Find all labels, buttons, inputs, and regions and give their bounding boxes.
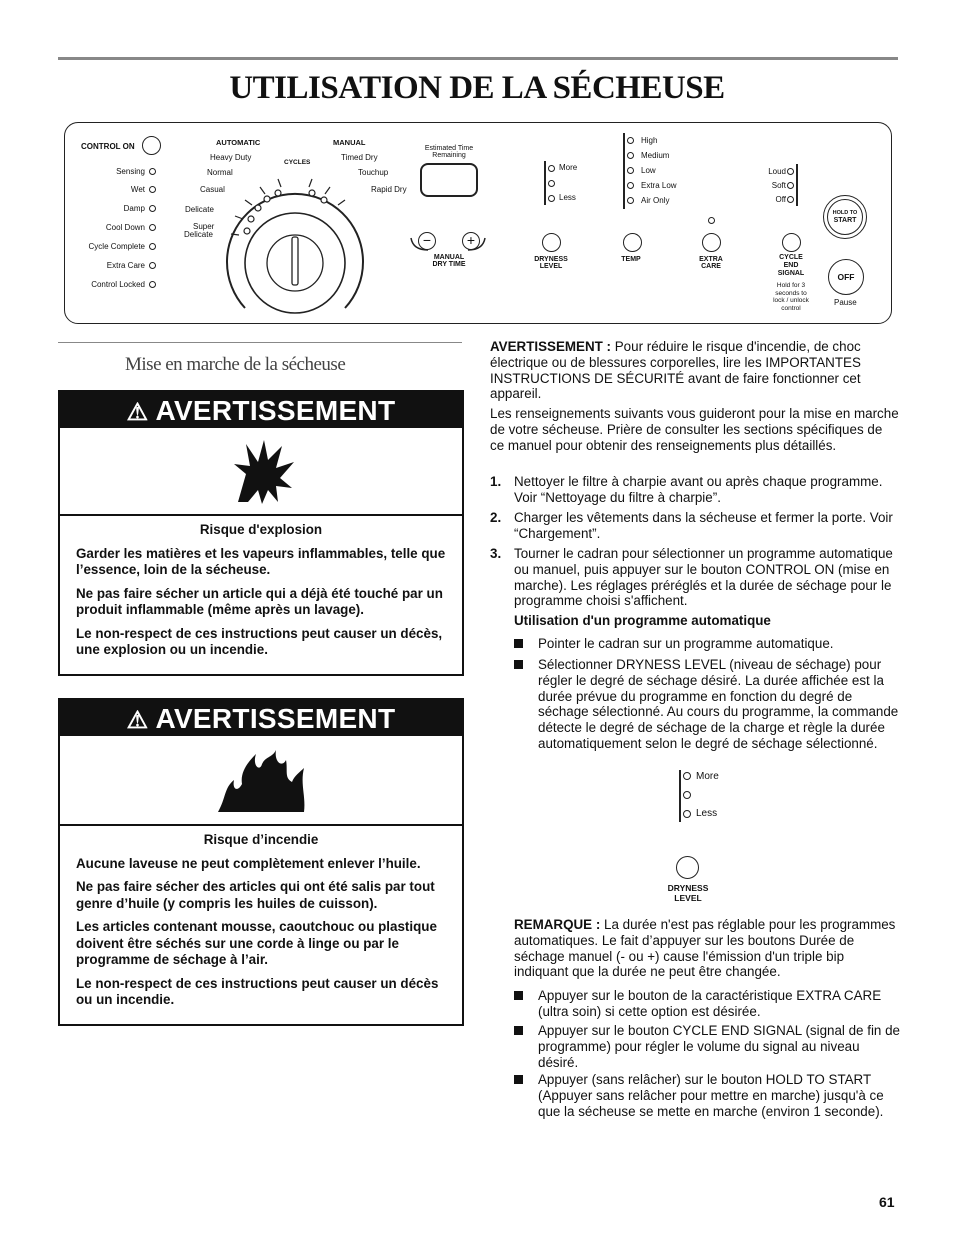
indicator-light xyxy=(787,182,794,189)
temp-bracket xyxy=(623,133,625,209)
temp-label: TEMP xyxy=(621,256,641,263)
indicator-light xyxy=(149,168,156,175)
dryness-level-figure xyxy=(640,766,740,906)
dl-line2: LEVEL xyxy=(539,263,563,270)
warning-line: Les articles contenant mousse, caoutchouc ou plastique doivent être séchés sur une corde à linge ou par le programme de séchage à l’air. xyxy=(76,919,437,967)
step-number: 2. xyxy=(490,510,502,525)
status-sensing: Sensing xyxy=(116,167,145,176)
warning-line: Garder les matières et les vapeurs inflammables, telle que l’essence, loin de la sécheuse. xyxy=(76,545,446,577)
indicator-light xyxy=(627,137,634,144)
temp-medium: Medium xyxy=(641,151,670,160)
indicator-light xyxy=(149,262,156,269)
cycle-timed-dry: Timed Dry xyxy=(341,153,378,162)
warning-triangle-icon: ⚠ xyxy=(126,707,149,734)
hn-line2: seconds to xyxy=(775,289,807,297)
bullet-square xyxy=(514,991,523,1000)
est-time-line2: Remaining xyxy=(432,152,466,159)
warning-line: Ne pas faire sécher un article qui a déjà été touché par un produit inflammable (même après un lavage). xyxy=(76,585,443,617)
explosion-icon xyxy=(228,438,298,506)
signal-loud: Loud xyxy=(768,167,786,176)
section-rule xyxy=(58,342,462,343)
signal-soft: Soft xyxy=(771,181,786,190)
extra-care-label xyxy=(685,256,737,270)
warning-risk: Risque d'explosion xyxy=(199,522,323,537)
indicator-light xyxy=(548,180,555,187)
cycles-label: CYCLES xyxy=(284,159,311,166)
indicator-light xyxy=(683,772,691,780)
heading-text: Utilisation d'un programme automatique xyxy=(514,613,771,628)
warning-header xyxy=(60,392,462,428)
manual-dry-time-label xyxy=(423,254,475,268)
cycle-rapid-dry: Rapid Dry xyxy=(371,185,407,194)
temp-high: High xyxy=(641,136,658,145)
hn-line3: lock / unlock xyxy=(773,297,809,304)
figure-dryness-button xyxy=(676,856,699,879)
warning-header-text: AVERTISSEMENT xyxy=(155,703,396,734)
fire-image xyxy=(60,736,462,826)
cycle-end-signal-label xyxy=(765,254,817,278)
off-button[interactable]: OFF xyxy=(828,259,864,295)
control-on-label: CONTROL ON xyxy=(81,142,135,151)
dryness-less: Less xyxy=(559,193,576,202)
hn-line1: Hold for 3 xyxy=(776,282,806,289)
bullet-square xyxy=(514,639,523,648)
indicator-light xyxy=(548,195,555,202)
cycle-touchup: Touchup xyxy=(358,168,389,177)
indicator-light xyxy=(683,791,691,799)
indicator-light xyxy=(149,186,156,193)
intro-paragraph: Les renseignements suivants vous guideront pour la mise en marche de votre sécheuse. Prière de consulter les sections spécifiques de ce manuel pour obtenir des renseignements plus détaillés. xyxy=(490,406,899,453)
step-2 xyxy=(490,510,900,542)
warning-lead: AVERTISSEMENT : xyxy=(490,339,612,354)
signal-bracket xyxy=(796,164,798,206)
warning-triangle-icon: ⚠ xyxy=(126,399,149,426)
bullet-item xyxy=(490,657,900,752)
bullet-text: Sélectionner DRYNESS LEVEL (niveau de séchage) pour régler le degré de séchage désiré. La durée affichée est la durée prévue du programme en fonction du degré de séchage sélectionné. Au cours du programme, la commande détecte le degré de séchage de la charge et règle la durée automatiquement selon le degré de séchage sélectionné. xyxy=(538,657,899,751)
step-text: Tourner le cadran pour sélectionner un programme automatique ou manuel, puis appuyer sur le bouton CONTROL ON (mise en marche). Les réglages préréglés et la durée de séchage pour le programme choisi s'affichent. xyxy=(514,546,893,609)
hts-line2: START xyxy=(833,217,857,224)
indicator-light xyxy=(149,243,156,250)
figure-less: Less xyxy=(696,808,718,819)
estimated-time-label xyxy=(419,145,479,159)
warning-line: Aucune laveuse ne peut complètement enlever l’huile. xyxy=(76,855,421,871)
status-wet: Wet xyxy=(130,185,145,194)
bullet-item xyxy=(490,1072,900,1119)
ces-line1: CYCLE xyxy=(779,254,803,261)
bullet-square xyxy=(514,1075,523,1084)
cycle-super-delicate: Delicate xyxy=(184,230,213,239)
auto-program-heading xyxy=(490,613,900,629)
extra-care-button[interactable] xyxy=(702,233,721,252)
cycle-delicate: Delicate xyxy=(185,205,214,214)
note-lead: REMARQUE : xyxy=(514,917,601,932)
warning-risk: Risque d’incendie xyxy=(203,832,319,847)
dryness-bracket xyxy=(544,161,546,205)
status-control-locked: Control Locked xyxy=(91,280,145,289)
cycle-dial[interactable] xyxy=(215,153,375,323)
step-text: Charger les vêtements dans la sécheuse et fermer la porte. Voir “Chargement”. xyxy=(514,510,893,541)
minus-button[interactable]: − xyxy=(418,232,436,250)
dryness-more: More xyxy=(559,163,578,172)
warning-header-text: AVERTISSEMENT xyxy=(155,395,396,426)
hts-line1: HOLD TO xyxy=(832,210,858,216)
cycle-normal: Normal xyxy=(207,168,233,177)
signal-off: Off xyxy=(775,195,786,204)
cycle-heavy-duty: Heavy Duty xyxy=(210,153,252,162)
figure-label-line2: LEVEL xyxy=(674,892,702,903)
figure-label-line1: DRYNESS xyxy=(667,883,709,893)
bullet-square xyxy=(514,660,523,669)
bullet-text: Appuyer (sans relâcher) sur le bouton HOLD TO START (Appuyer sans relâcher pour mettre en marche) jusqu'à ce que la sécheuse se mette en marche (environ 1 seconde). xyxy=(538,1072,884,1119)
pause-label: Pause xyxy=(834,298,857,307)
indicator-light xyxy=(627,182,634,189)
hold-to-start-button[interactable] xyxy=(823,195,867,239)
dryer-control-panel xyxy=(64,122,892,324)
plus-button[interactable]: + xyxy=(462,232,480,250)
dryness-level-button[interactable] xyxy=(542,233,561,252)
temp-extra-low: Extra Low xyxy=(641,181,677,190)
indicator-light xyxy=(149,205,156,212)
control-on-button[interactable] xyxy=(142,136,161,155)
bullet-text: Appuyer sur le bouton de la caractéristique EXTRA CARE (ultra soin) si cette option est désirée. xyxy=(538,988,882,1019)
bullet-text: Pointer le cadran sur un programme automatique. xyxy=(538,636,834,651)
warning-text xyxy=(60,826,462,1024)
indicator-light xyxy=(627,152,634,159)
est-time-line1: Estimated Time xyxy=(424,145,474,152)
figure-more: More xyxy=(696,771,719,782)
ces-line3: SIGNAL xyxy=(777,270,805,277)
bullet-item xyxy=(490,1023,900,1070)
step-number: 3. xyxy=(490,546,502,561)
page-title: UTILISATION DE LA SÉCHEUSE xyxy=(229,70,725,106)
indicator-light xyxy=(787,196,794,203)
mdt-line1: MANUAL xyxy=(433,254,465,261)
ec-line1: EXTRA xyxy=(699,256,723,263)
bullet-item xyxy=(490,988,900,1020)
manual-label: MANUAL xyxy=(333,138,366,147)
cycle-super: Super xyxy=(193,222,215,231)
status-cycle-complete: Cycle Complete xyxy=(88,242,145,251)
warning-text xyxy=(60,516,462,674)
dl-line1: DRYNESS xyxy=(534,256,568,263)
indicator-light xyxy=(787,168,794,175)
bullet-text: Appuyer sur le bouton CYCLE END SIGNAL (signal de fin de programme) pour régler le volume du signal au niveau désiré. xyxy=(538,1023,900,1070)
warning-body: Pour réduire le risque d'incendie, de choc électrique ou de blessures corporelles, lire les IMPORTANTES INSTRUCTIONS DE SÉCURITÉ avant de faire fonctionner cet appareil. xyxy=(490,339,861,402)
step-text: Nettoyer le filtre à charpie avant ou après chaque programme. Voir “Nettoyage du filtre à charpie”. xyxy=(514,474,883,505)
bullet-square xyxy=(514,1026,523,1035)
safety-warning-paragraph xyxy=(490,339,900,402)
indicator-light xyxy=(149,224,156,231)
status-extra-care: Extra Care xyxy=(106,261,145,270)
mdt-line2: DRY TIME xyxy=(432,261,466,268)
indicator-light xyxy=(627,197,634,204)
indicator-light xyxy=(149,281,156,288)
figure-label xyxy=(658,884,718,903)
status-damp: Damp xyxy=(123,204,145,213)
hn-line4: control xyxy=(781,304,801,312)
fire-icon xyxy=(216,748,306,814)
warning-line: Le non-respect de ces instructions peut causer un décès ou un incendie. xyxy=(76,975,439,1007)
warning-box-explosion xyxy=(58,390,464,676)
top-rule xyxy=(58,57,898,60)
dryness-level-label xyxy=(525,256,577,270)
warning-header xyxy=(60,700,462,736)
section-subhead: Mise en marche de la sécheuse xyxy=(125,354,346,375)
note-paragraph xyxy=(490,917,900,980)
hold-to-start-face xyxy=(827,199,863,235)
note-body: La durée n'est pas réglable pour les programmes automatiques. Le fait d’appuyer sur les boutons Durée de séchage manuel (- ou +) cause l'émission d'un triple bip indiquant que la durée ne peut être changée. xyxy=(514,917,896,980)
page-number: 61 xyxy=(879,1194,895,1210)
hold-lock-note xyxy=(759,282,823,312)
indicator-light xyxy=(708,217,715,224)
indicator-light xyxy=(548,165,555,172)
time-display xyxy=(420,163,478,197)
indicator-light xyxy=(627,167,634,174)
temp-button[interactable] xyxy=(623,233,642,252)
warning-box-fire xyxy=(58,698,464,1026)
bullet-item xyxy=(490,636,900,652)
explosion-image xyxy=(60,428,462,516)
cycle-casual: Casual xyxy=(200,185,225,194)
cycle-end-signal-button[interactable] xyxy=(782,233,801,252)
ec-line2: CARE xyxy=(701,263,721,270)
indicator-light xyxy=(683,810,691,818)
warning-line: Le non-respect de ces instructions peut causer un décès, une explosion ou un incendie. xyxy=(76,625,443,657)
temp-air-only: Air Only xyxy=(641,196,670,205)
figure-bracket xyxy=(679,770,681,822)
step-number: 1. xyxy=(490,474,502,489)
ces-line2: END xyxy=(783,262,799,269)
step-1 xyxy=(490,474,900,506)
automatic-label: AUTOMATIC xyxy=(216,138,261,147)
warning-line: Ne pas faire sécher des articles qui ont été salis par tout genre d’huile (y compris les huiles de cuisson). xyxy=(76,879,435,911)
temp-low: Low xyxy=(641,166,656,175)
status-cool-down: Cool Down xyxy=(105,223,145,232)
step-3 xyxy=(490,546,900,609)
